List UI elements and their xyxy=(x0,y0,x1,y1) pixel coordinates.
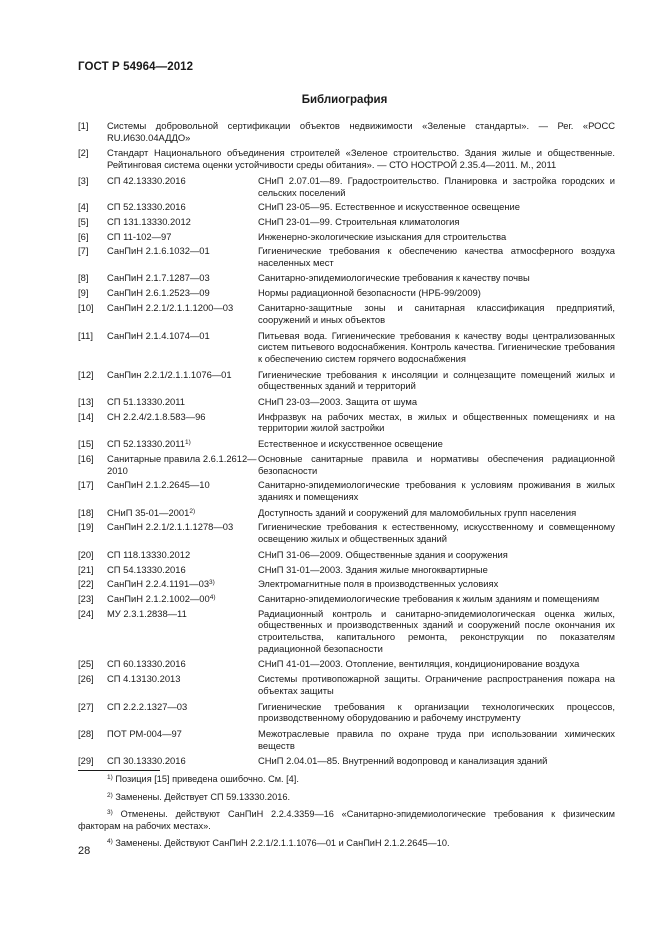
entry-title: Санитарно-эпидемиологические требования к жилым зданиям и помещениям xyxy=(258,592,600,604)
entry-code xyxy=(107,245,257,257)
entry-title: СНиП 2.07.01—89. Градостроительство. Планировка и застройка городских и сельских поселений xyxy=(258,174,615,198)
entry-number: [12] xyxy=(78,368,94,380)
entry-code xyxy=(107,521,257,533)
entry-code-text: СанПиН 2.1.6.1032—01 xyxy=(107,245,210,257)
entry-code-text: СП 42.13330.2016 xyxy=(107,174,186,186)
entry-title: СНиП 23-01—99. Строительная климатология xyxy=(258,215,460,227)
bibliography-title: Библиография xyxy=(301,94,388,106)
entry-code xyxy=(107,608,257,620)
entry-code xyxy=(107,479,257,491)
entry-title: Основные санитарные правила и нормативы обеспечения радиационной безопасности xyxy=(258,452,615,476)
entry-code-text: СанПиН 2.2.4.1191—03 xyxy=(107,578,210,590)
entry-number: [24] xyxy=(78,607,94,619)
entry-title: Естественное и искусственное освещение xyxy=(258,438,443,450)
entry-code xyxy=(107,330,257,342)
bibliography-entry xyxy=(78,245,615,268)
entry-title: Гигиенические требования к организации технологических процессов, производственному оборудованию и рабочему инструменту xyxy=(258,700,615,724)
entry-code xyxy=(107,549,257,561)
entry-code xyxy=(107,673,257,685)
entry-number: [27] xyxy=(78,700,94,712)
bibliography-entry xyxy=(78,728,615,751)
entry-title: Доступность зданий и сооружений для маломобильных групп населения xyxy=(258,506,577,518)
footnotes xyxy=(78,774,615,856)
entry-number: [21] xyxy=(78,563,94,575)
bibliography-entry xyxy=(78,564,615,576)
entry-code xyxy=(107,201,257,213)
entry-code-text: СанПиН 2.1.7.1287—03 xyxy=(107,271,210,283)
entry-number: [19] xyxy=(78,521,94,533)
footnote-text: Отменены. действуют СанПиН 2.2.4.3359—16 «Санитарно-эпидемиологические требования к физическим факторам на рабочих местах». xyxy=(78,809,615,831)
entry-code-text: СП 11-102—97 xyxy=(107,230,172,242)
bibliography-entry xyxy=(78,701,615,724)
entry-code-text: СанПиН 2.2.1/2.1.1.1200—03 xyxy=(107,302,234,314)
entry-number: [25] xyxy=(78,658,94,670)
bibliography-entry xyxy=(78,302,615,325)
entry-code xyxy=(107,593,257,605)
entry-number: [2] xyxy=(78,147,89,159)
entry-title: Инфразвук на рабочих местах, в жилых и общественных помещениях и на территории жилой застройки xyxy=(258,410,615,434)
entry-number: [5] xyxy=(78,215,89,227)
bibliography-list xyxy=(78,120,615,767)
entry-code-text: СП 4.13130.2013 xyxy=(107,673,181,685)
entry-title: Системы противопожарной защиты. Ограничение распространения пожара на объектах защиты xyxy=(258,673,615,696)
entry-code-text: Санитарные правила 2.6.1.2612—2010 xyxy=(107,452,257,476)
entry-code-text: СН 2.2.4/2.1.8.583—96 xyxy=(107,410,206,422)
entry-title: СНиП 23-03—2003. Защита от шума xyxy=(258,396,418,408)
footnote-separator xyxy=(78,770,160,771)
entry-number: [22] xyxy=(78,578,94,590)
bibliography-entry xyxy=(78,593,615,605)
footnote-text: Позиция [15] приведена ошибочно. См. [4]. xyxy=(115,774,299,784)
entry-code xyxy=(107,658,257,670)
entry-number: [29] xyxy=(78,755,94,767)
entry-title: Межотраслевые правила по охране труда при использовании химических веществ xyxy=(258,727,615,751)
entry-number: [10] xyxy=(78,302,94,314)
footnote-marker: 1) xyxy=(184,439,191,447)
entry-title: СНиП 31-06—2009. Общественные здания и сооружения xyxy=(258,548,508,560)
entry-number: [17] xyxy=(78,479,94,491)
entry-number: [9] xyxy=(78,287,89,299)
entry-number: [6] xyxy=(78,230,89,242)
entry-title: Системы добровольной сертификации объектов недвижимости «Зеленые стандарты». — Рег. «РОСС RU.И630.04АДДО» xyxy=(107,120,615,143)
entry-title: СНиП 41-01—2003. Отопление, вентиляция, кондиционирование воздуха xyxy=(258,658,580,670)
standard-code: ГОСТ Р 54964—2012 xyxy=(78,61,194,73)
entry-code-text: СанПиН 2.1.4.1074—01 xyxy=(107,329,210,341)
bibliography-entry xyxy=(78,201,615,213)
entry-title: СНиП 2.04.01—85. Внутренний водопровод и канализация зданий xyxy=(258,755,548,767)
bibliography-entry xyxy=(78,673,615,696)
entry-code-text: СанПиН 2.2.1/2.1.1.1278—03 xyxy=(107,521,234,533)
bibliography-entry xyxy=(78,658,615,670)
entry-number: [8] xyxy=(78,271,89,283)
bibliography-entry xyxy=(78,175,615,198)
entry-code xyxy=(107,216,257,228)
entry-code-text: МУ 2.3.1.2838—11 xyxy=(107,607,187,619)
entry-code-text: СП 2.2.2.1327—03 xyxy=(107,700,188,712)
bibliography-entry xyxy=(78,578,615,590)
bibliography-entry xyxy=(78,216,615,228)
entry-title: Санитарно-эпидемиологические требования к условиям проживания в жилых зданиях и помещениях xyxy=(258,479,615,502)
footnote xyxy=(78,792,615,804)
entry-number: [3] xyxy=(78,174,89,186)
bibliography-entry xyxy=(78,608,615,655)
bibliography-entry xyxy=(78,549,615,561)
entry-code xyxy=(107,578,257,590)
bibliography-entry xyxy=(78,120,615,143)
entry-code xyxy=(107,564,257,576)
entry-number: [1] xyxy=(78,120,89,131)
entry-title: Гигиенические требования к естественному, искусственному и совмещенному освещению жилых и общественных зданий xyxy=(258,521,615,545)
entry-code xyxy=(107,411,257,423)
entry-code xyxy=(107,302,257,314)
entry-code-text: СанПиН 2.1.2.2645—10 xyxy=(107,479,210,491)
bibliography-entry xyxy=(78,272,615,284)
entry-number: [11] xyxy=(78,329,93,341)
entry-code xyxy=(107,453,257,476)
entry-code xyxy=(107,755,257,767)
bibliography-entry xyxy=(78,231,615,243)
bibliography-entry xyxy=(78,330,615,365)
footnote-marker: 4) xyxy=(209,593,216,601)
entry-code xyxy=(107,728,257,740)
entry-number: [16] xyxy=(78,452,94,464)
footnote-mark: 2) xyxy=(107,791,113,799)
bibliography-entry xyxy=(78,479,615,502)
entry-code-text: СП 52.13330.2016 xyxy=(107,201,186,213)
entry-number: [20] xyxy=(78,548,94,560)
bibliography-entry xyxy=(78,287,615,299)
entry-code xyxy=(107,701,257,713)
entry-number: [7] xyxy=(78,245,89,257)
entry-code-text: СП 131.13330.2012 xyxy=(107,215,191,227)
entry-code xyxy=(107,287,257,299)
page-number: 28 xyxy=(78,845,91,857)
footnote xyxy=(78,774,615,786)
entry-code-text: СНиП 35-01—2001 xyxy=(107,506,190,518)
entry-code-text: СанПин 2.2.1/2.1.1.1076—01 xyxy=(107,368,232,380)
entry-code-text: ПОТ РМ-004—97 xyxy=(107,727,182,739)
entry-code xyxy=(107,396,257,408)
entry-code xyxy=(107,507,257,519)
bibliography-entry xyxy=(78,755,615,767)
entry-code xyxy=(107,369,257,381)
entry-number: [13] xyxy=(78,396,94,408)
bibliography-entry xyxy=(78,438,615,450)
entry-code-text: СП 51.13330.2011 xyxy=(107,396,185,408)
entry-code xyxy=(107,231,257,243)
bibliography-entry xyxy=(78,411,615,434)
entry-code-text: СП 54.13330.2016 xyxy=(107,563,186,575)
footnote-marker: 3) xyxy=(209,579,215,587)
footnote-text: Заменены. Действуют СанПиН 2.2.1/2.1.1.1076—01 и СанПиН 2.1.2.2645—10. xyxy=(115,838,450,849)
footnote-text: Заменены. Действует СП 59.13330.2016. xyxy=(115,791,291,802)
entry-code-text: СП 30.13330.2016 xyxy=(107,755,186,767)
entry-title: Санитарно-эпидемиологические требования к качеству почвы xyxy=(258,271,530,283)
entry-title: СНиП 23-05—95. Естественное и искусственное освещение xyxy=(258,201,520,213)
bibliography-entry xyxy=(78,147,615,170)
entry-number: [15] xyxy=(78,438,94,450)
entry-code-text: СП 52.13330.2011 xyxy=(107,438,185,450)
entry-code xyxy=(107,438,257,450)
entry-code-text: СП 118.13330.2012 xyxy=(107,548,191,560)
footnote-mark: 1) xyxy=(107,774,113,781)
footnote-mark: 4) xyxy=(107,838,113,846)
entry-number: [28] xyxy=(78,727,94,739)
entry-number: [4] xyxy=(78,201,89,213)
entry-title: Питьевая вода. Гигиенические требования к качеству воды централизованных систем питьевого водоснабжения. Контроль качества. Гигиенические требования к обеспечению систем горячего водоснабжения xyxy=(258,329,615,364)
entry-title: Нормы радиационной безопасности (НРБ-99/2009) xyxy=(258,287,481,299)
entry-title: Гигиенические требования к обеспечению качества атмосферного воздуха населенных мест xyxy=(258,245,615,269)
entry-code-text: СанПиН 2.1.2.1002—00 xyxy=(107,592,210,604)
entry-title: Инженерно-экологические изыскания для строительства xyxy=(258,230,507,242)
entry-title: СНиП 31-01—2003. Здания жилые многоквартирные xyxy=(258,563,488,575)
footnote-marker: 2) xyxy=(189,507,196,515)
entry-title: Электромагнитные поля в производственных условиях xyxy=(258,578,499,590)
footnote-mark: 3) xyxy=(107,809,113,817)
bibliography-entry xyxy=(78,521,615,544)
entry-number: [18] xyxy=(78,506,94,518)
entry-number: [14] xyxy=(78,410,94,422)
footnote xyxy=(78,838,615,850)
entry-title: Гигиенические требования к инсоляции и солнцезащите помещений жилых и общественных зданий и территорий xyxy=(258,368,615,392)
entry-number: [23] xyxy=(78,592,94,604)
bibliography-entry xyxy=(78,396,615,408)
entry-title: Стандарт Национального объединения строителей «Зеленое строительство. Здания жилые и общественные. Рейтинговая система оценки устойчивости среды обитания». — СТО НОСТРОЙ 2.35.4—2011. М., 2011 xyxy=(107,147,615,171)
entry-number: [26] xyxy=(78,673,94,685)
bibliography-entry xyxy=(78,507,615,519)
bibliography-entry xyxy=(78,369,615,392)
entry-title: Радиационный контроль и санитарно-эпидемиологическая оценка жилых, общественных и производственных зданий и сооружений после окончания их строительства, капитального ремонта, реконструкции по показателям радиационной безопасности xyxy=(258,607,615,654)
bibliography-entry xyxy=(78,453,615,476)
entry-code-text: СанПиН 2.6.1.2523—09 xyxy=(107,287,210,299)
entry-code xyxy=(107,272,257,284)
entry-code xyxy=(107,175,257,187)
entry-code-text: СП 60.13330.2016 xyxy=(107,658,186,670)
footnote xyxy=(78,809,615,832)
entry-title: Санитарно-защитные зоны и санитарная классификация предприятий, сооружений и иных объектов xyxy=(258,302,615,325)
